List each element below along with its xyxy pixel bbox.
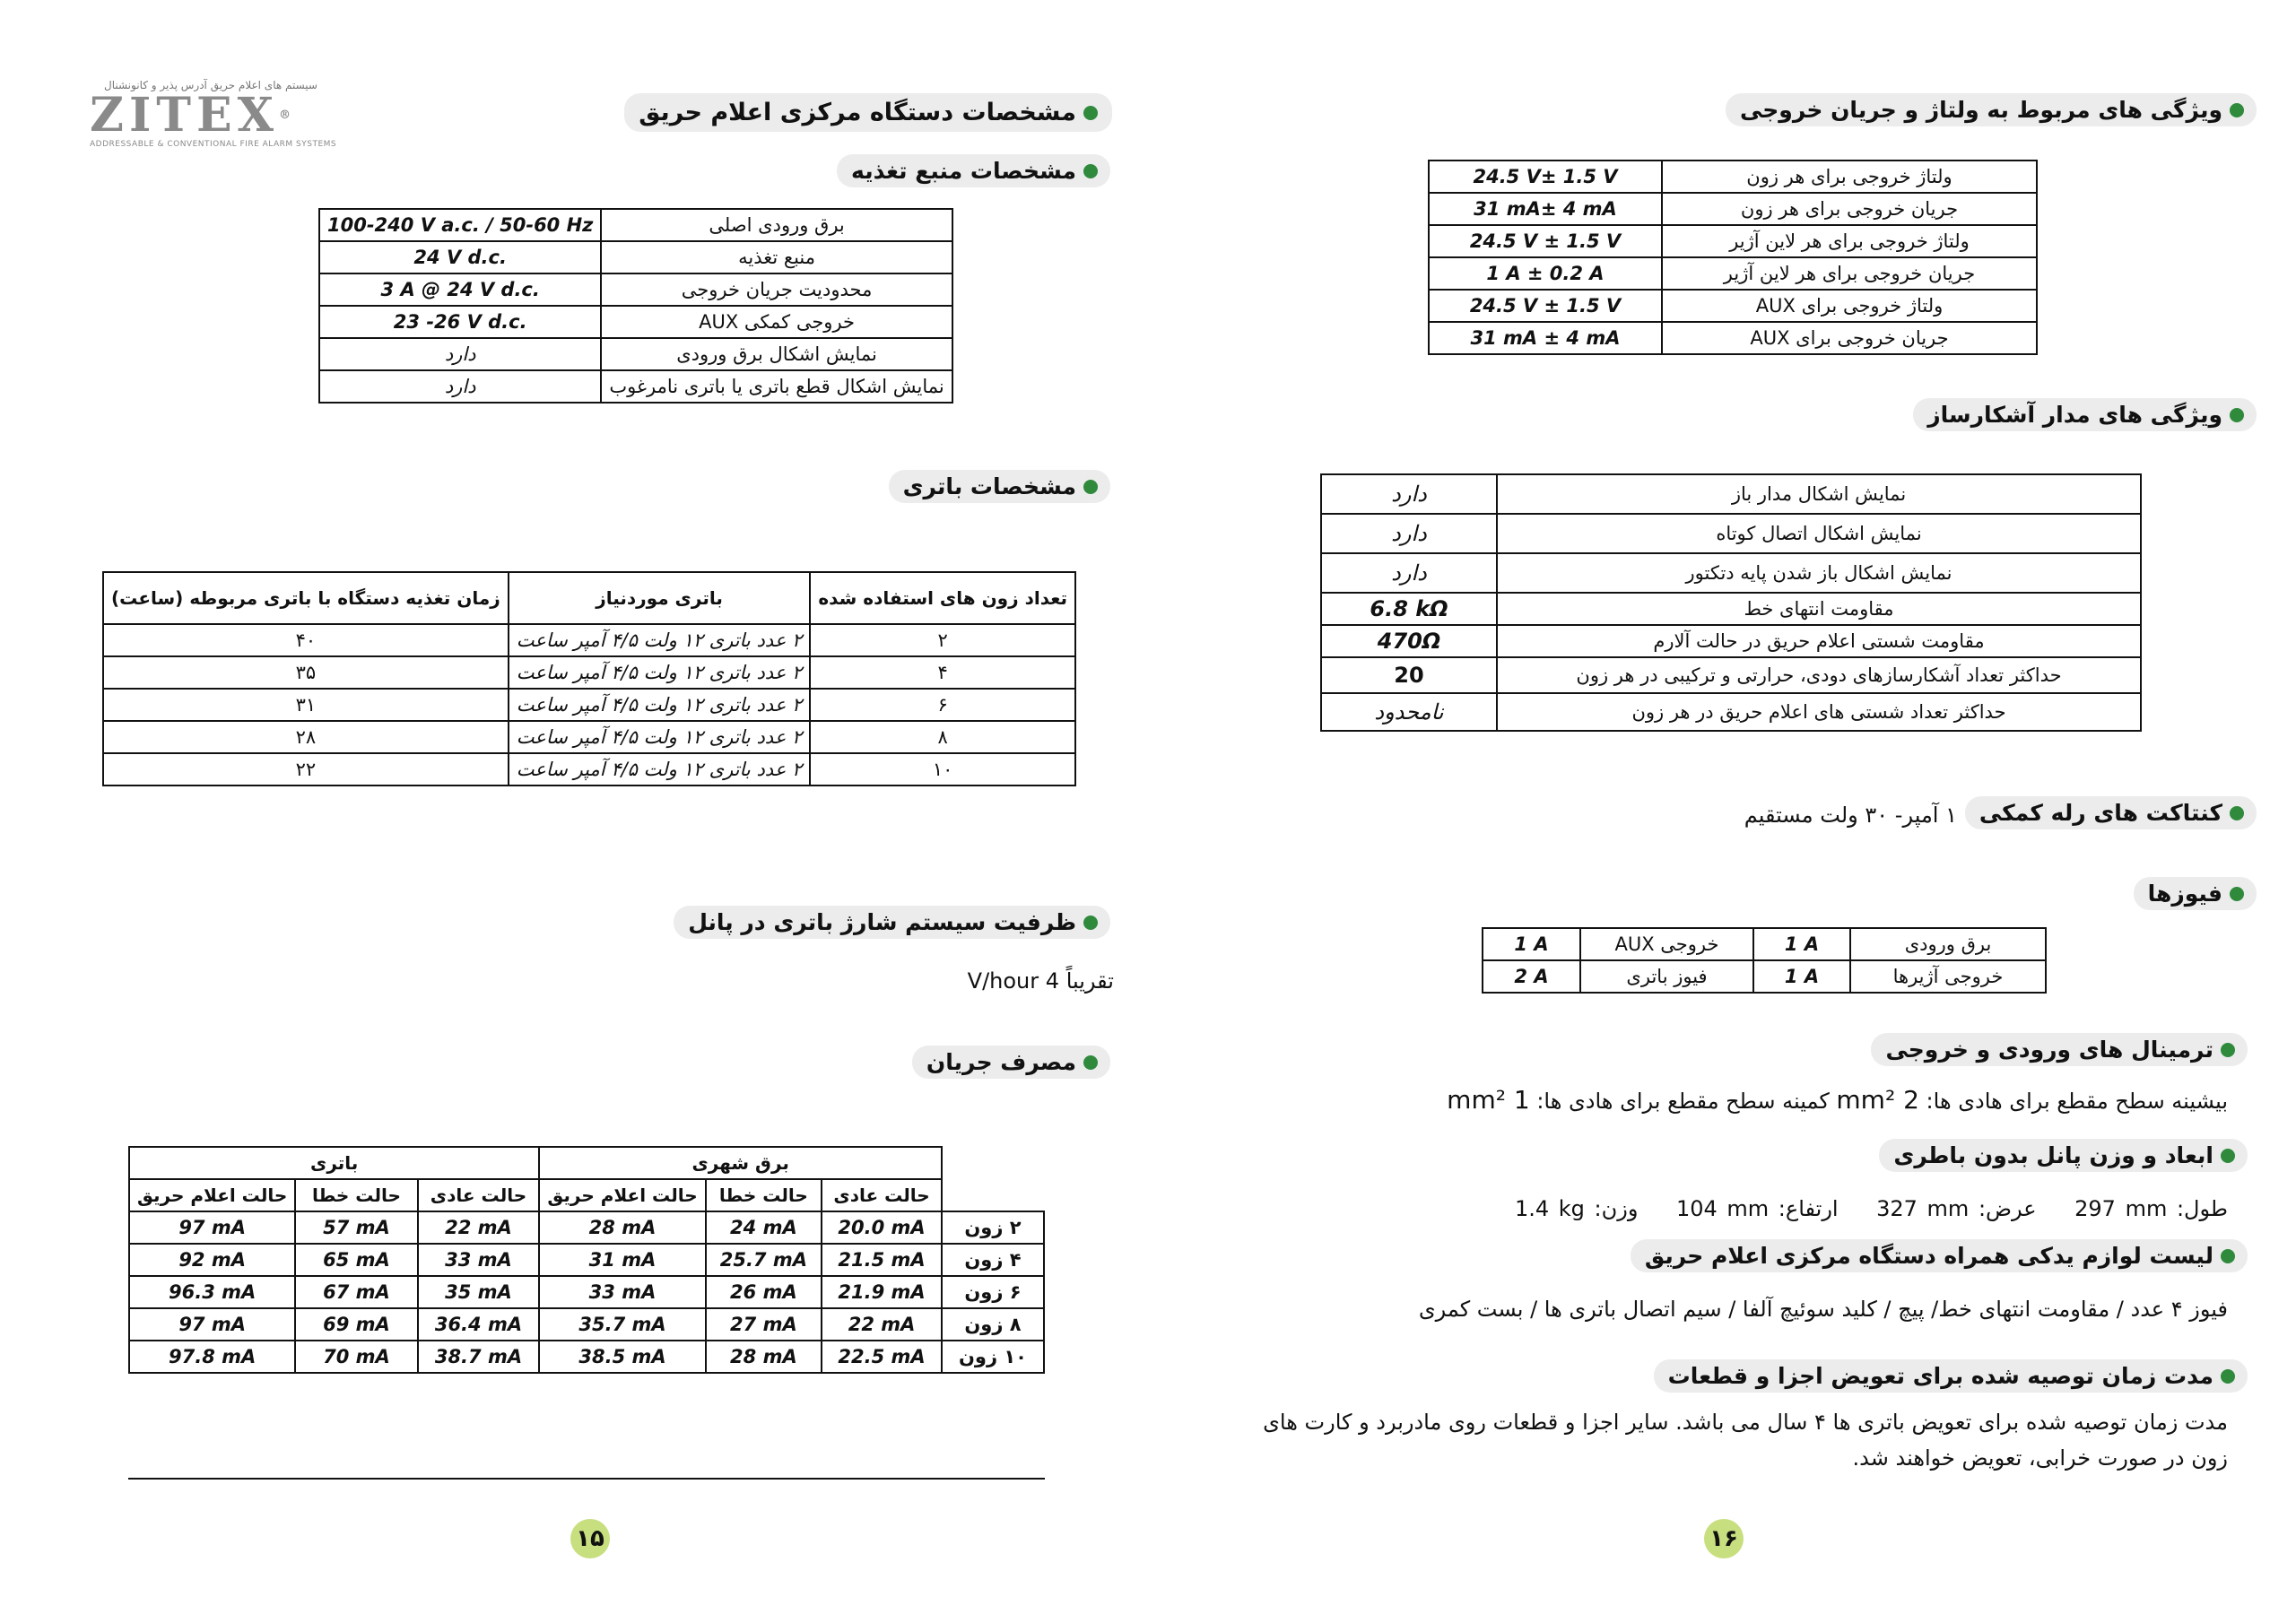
page-number-right: ۱۶: [1704, 1519, 1744, 1558]
bullet-icon: [1083, 480, 1098, 494]
footer-divider: [128, 1478, 1045, 1480]
relay-value: ۱ آمپر- ۳۰ ولت مستقیم: [1744, 803, 1957, 828]
bullet-icon: [1083, 106, 1098, 120]
power-spec-table: [318, 208, 953, 404]
table-row: نمایش اشکال مدار باز دارد: [1321, 474, 2141, 514]
replacement-heading: مدت زمان توصیه شده برای تعویض اجزا و قطعات: [1654, 1359, 2248, 1393]
table-row: جریان خروجی برای هر لاین آژیر 1 A ± 0.2 A: [1429, 257, 2037, 290]
charger-value: تقریباً 4 V/hour: [967, 968, 1114, 994]
table-row: نمایش اشکال اتصال کوتاه دارد: [1321, 514, 2141, 553]
table-row: محدودیت جریان خروجی 3 A @ 24 V d.c.: [319, 273, 952, 306]
dimensions-heading: ابعاد و وزن پانل بدون باطری: [1879, 1139, 2248, 1172]
battery-table: [102, 571, 1076, 786]
logo-tagline-fa: سیستم های اعلام حریق آدرس پذیر و کانونشنال: [103, 79, 317, 91]
bullet-icon: [1083, 916, 1098, 930]
page-number-left: ۱۵: [570, 1519, 610, 1558]
terminals-heading: ترمینال های ورودی و خروجی: [1871, 1033, 2248, 1066]
table-row: ۱۰ زون 22.5 mA 28 mA 38.5 mA 38.7 mA 70 mA 97.8 mA: [129, 1341, 1044, 1373]
bullet-icon: [2230, 887, 2244, 901]
fuses-table: [1482, 927, 2047, 994]
battery-heading: مشخصات باتری: [889, 470, 1110, 503]
table-header-row: تعداد زون های استفاده شده باتری موردنیاز زمان تغذیه دستگاه با باتری مربوطه (ساعت): [103, 572, 1075, 624]
table-row: منبع تغذیه 24 V d.c.: [319, 241, 952, 273]
table-row: برق ورودی 1 A خروجی AUX 1 A: [1483, 928, 2046, 960]
table-row: نمایش اشکال برق ورودی دارد: [319, 338, 952, 370]
voltage-table: [1428, 160, 2038, 355]
logo-tagline-en: ADDRESSABLE & CONVENTIONAL FIRE ALARM SYSTEMS: [90, 140, 337, 149]
charger-heading: ظرفیت سیستم شارژ باتری در پانل: [674, 906, 1110, 939]
detector-heading: ویژگی های مدار آشکارساز: [1913, 398, 2257, 431]
logo-registered-mark: ®: [278, 108, 296, 122]
spares-text: فیوز ۴ عدد / مقاومت انتهای خط/ پیچ / کلید سوئیچ آلفا / سیم اتصال باتری ها / بست کمری: [1418, 1297, 2228, 1322]
bullet-icon: [2230, 806, 2244, 820]
table-row: نمایش اشکال قطع باتری یا باتری نامرغوب دارد: [319, 370, 952, 403]
logo-wordmark: [90, 88, 341, 143]
spares-heading: لیست لوازم یدکی همراه دستگاه مرکزی اعلام حریق: [1631, 1239, 2248, 1272]
relay-heading: کنتاکت های رله کمکی: [1965, 796, 2257, 829]
zitex-logo: [90, 79, 341, 152]
table-sub-header-row: حالت عادی حالت خطا حالت اعلام حریق حالت عادی حالت خطا حالت اعلام حریق: [129, 1179, 1044, 1211]
table-row: ۶ ۲ عدد باتری ۱۲ ولت ۴/۵ آمپر ساعت ۳۱: [103, 689, 1075, 721]
logo-wordmark-text: ZITEX: [90, 88, 279, 143]
bullet-icon: [2221, 1369, 2235, 1384]
table-row: جریان خروجی برای هر زون 31 mA± 4 mA: [1429, 193, 2037, 225]
table-row: ولتاژ خروجی برای AUX 24.5 V ± 1.5 V: [1429, 290, 2037, 322]
table-row: برق ورودی اصلی 100-240 V a.c. / 50-60 Hz: [319, 209, 952, 241]
bullet-icon: [2221, 1249, 2235, 1263]
table-row: ۶ زون 21.9 mA 26 mA 33 mA 35 mA 67 mA 96.3 mA: [129, 1276, 1044, 1308]
terminals-line: بیشینه سطح مقطع برای هادی ها: 2 mm² کمینه سطح مقطع برای هادی ها: 1 mm²: [1447, 1085, 2228, 1115]
consumption-table: [128, 1146, 1045, 1374]
table-row: ولتاژ خروجی برای هر لاین آژیر 24.5 V ± 1.5 V: [1429, 225, 2037, 257]
table-row: خروجی آژیرها 1 A فیوز باتری 2 A: [1483, 960, 2046, 993]
bullet-icon: [1083, 164, 1098, 178]
bullet-icon: [1083, 1055, 1098, 1070]
table-row: ۲ زون 20.0 mA 24 mA 28 mA 22 mA 57 mA 97 mA: [129, 1211, 1044, 1244]
bullet-icon: [2221, 1149, 2235, 1163]
dimensions-line: طول: 297 mm عرض: 327 mm ارتفاع: 104 mm وزن: 1.4 kg: [1514, 1196, 2228, 1221]
table-row: مقاومت انتهای خط 6.8 kΩ: [1321, 593, 2141, 625]
voltage-heading: ویژگی های مربوط به ولتاژ و جریان خروجی: [1726, 93, 2257, 126]
table-row: ۸ ۲ عدد باتری ۱۲ ولت ۴/۵ آمپر ساعت ۲۸: [103, 721, 1075, 753]
replacement-text: مدت زمان توصیه شده برای تعویض باتری ها ۴ سال می باشد. سایر اجزا و قطعات روی مادربرد و کارت های زون در صورت خرابی، تعویض خواهند شد.: [1263, 1410, 2228, 1471]
left-page-title: مشخصات دستگاه مرکزی اعلام حریق: [624, 93, 1112, 132]
fuses-heading: فیوزها: [2134, 877, 2257, 910]
table-row: ۸ زون 22 mA 27 mA 35.7 mA 36.4 mA 69 mA 97 mA: [129, 1308, 1044, 1341]
table-row: ۱۰ ۲ عدد باتری ۱۲ ولت ۴/۵ آمپر ساعت ۲۲: [103, 753, 1075, 785]
table-group-header-row: [129, 1147, 1044, 1179]
table-row: خروجی کمکی AUX 23 -26 V d.c.: [319, 306, 952, 338]
table-row: حداکثر تعداد شستی های اعلام حریق در هر زون نامحدود: [1321, 693, 2141, 731]
detector-table: [1320, 473, 2142, 732]
group-mains-header: برق شهری: [539, 1147, 942, 1179]
group-battery-header: باتری: [129, 1147, 539, 1179]
table-row: ۴ زون 21.5 mA 25.7 mA 31 mA 33 mA 65 mA 92 mA: [129, 1244, 1044, 1276]
table-row: مقاومت شستی اعلام حریق در حالت آلارم 470Ω: [1321, 625, 2141, 657]
terminals-max-value: 2 mm²: [1836, 1085, 1919, 1115]
power-heading: مشخصات منبع تغذیه: [837, 154, 1110, 187]
table-row: ۴ ۲ عدد باتری ۱۲ ولت ۴/۵ آمپر ساعت ۳۵: [103, 656, 1075, 689]
table-row: ۲ ۲ عدد باتری ۱۲ ولت ۴/۵ آمپر ساعت ۴۰: [103, 624, 1075, 656]
bullet-icon: [2230, 408, 2244, 422]
bullet-icon: [2230, 103, 2244, 117]
table-row: ولتاژ خروجی برای هر زون 24.5 V± 1.5 V: [1429, 161, 2037, 193]
table-row: جریان خروجی برای AUX 31 mA ± 4 mA: [1429, 322, 2037, 354]
bullet-icon: [2221, 1043, 2235, 1057]
consumption-heading: مصرف جریان: [912, 1046, 1110, 1079]
terminals-min-value: 1 mm²: [1447, 1085, 1530, 1115]
table-row: نمایش اشکال باز شدن پایه دتکتور دارد: [1321, 553, 2141, 593]
table-row: حداکثر تعداد آشکارسازهای دودی، حرارتی و ترکیبی در هر زون 20: [1321, 657, 2141, 693]
